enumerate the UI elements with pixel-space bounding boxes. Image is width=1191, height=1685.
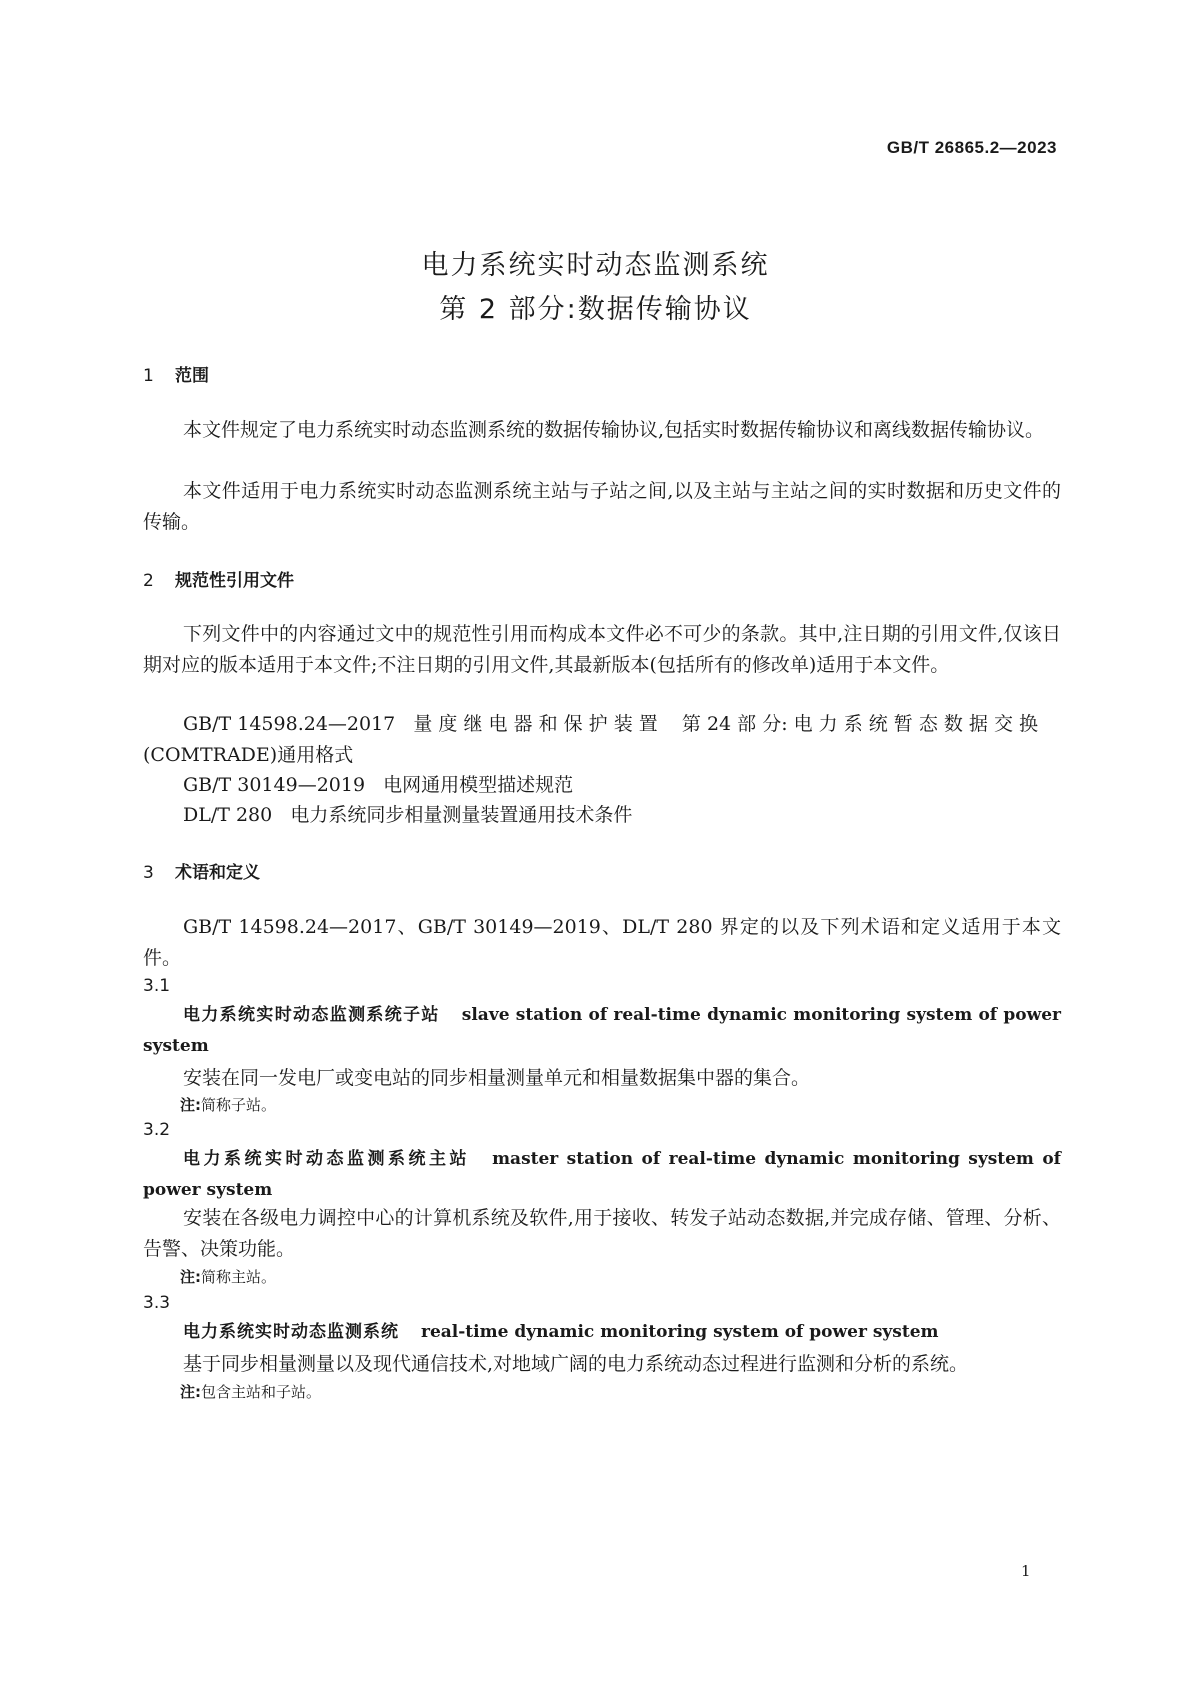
section-2-heading: [143, 566, 294, 591]
note-label: 注:: [180, 1268, 201, 1286]
note-text: 简称主站。: [201, 1268, 277, 1286]
note-label: 注:: [180, 1383, 201, 1401]
term-3-3-title: [143, 1317, 1061, 1348]
term-zh: 电力系统实时动态监测系统主站: [183, 1149, 471, 1169]
term-3-2-title: [143, 1144, 1061, 1206]
page-number: 1: [1021, 1562, 1031, 1580]
term-3-2-note: [180, 1266, 276, 1287]
term-zh: 电力系统实时动态监测系统: [183, 1322, 399, 1342]
term-3-3-definition: 基于同步相量测量以及现代通信技术,对地域广阔的电力系统动态过程进行监测和分析的系统。: [183, 1353, 969, 1375]
note-label: 注:: [180, 1096, 201, 1114]
reference-3: DL/T 280 电力系统同步相量测量装置通用技术条件: [183, 804, 633, 826]
term-3-2-number: 3.2: [143, 1120, 171, 1140]
term-3-1-note: [180, 1094, 276, 1115]
section-1-paragraph-1: 本文件规定了电力系统实时动态监测系统的数据传输协议,包括实时数据传输协议和离线数据传输协议。: [183, 419, 1045, 441]
term-zh: 电力系统实时动态监测系统子站: [183, 1005, 440, 1025]
term-en: master station of real-time dynamic monitoring system of power system: [143, 1149, 1061, 1200]
standard-code: GB/T 26865.2—2023: [886, 138, 1057, 157]
term-3-3-note: [180, 1381, 321, 1402]
term-en: slave station of real-time dynamic monitoring system of power system: [143, 1005, 1062, 1056]
reference-2: GB/T 30149—2019 电网通用模型描述规范: [183, 774, 574, 796]
section-number: 2: [143, 571, 154, 591]
term-en: real-time dynamic monitoring system of power system: [421, 1322, 939, 1342]
reference-1-line-2: (COMTRADE)通用格式: [143, 744, 354, 766]
section-title: 术语和定义: [175, 863, 260, 883]
note-text: 简称子站。: [201, 1096, 277, 1114]
term-3-3-number: 3.3: [143, 1293, 171, 1313]
note-text: 包含主站和子站。: [201, 1383, 322, 1401]
term-3-1-title: [143, 1000, 1061, 1062]
term-3-1-number: 3.1: [143, 976, 171, 996]
reference-1-line-1: GB/T 14598.24—2017 量 度 继 电 器 和 保 护 装 置 第 24 部 分: 电 力 系 统 暂 态 数 据 交 换: [183, 713, 1038, 735]
section-number: 1: [143, 366, 154, 386]
term-3-2-definition: 安装在各级电力调控中心的计算机系统及软件,用于接收、转发子站动态数据,并完成存储、管理、分析、告警、决策功能。: [143, 1207, 1061, 1260]
section-1-heading: [143, 361, 209, 386]
term-3-1-definition: 安装在同一发电厂或变电站的同步相量测量单元和相量数据集中器的集合。: [183, 1067, 811, 1089]
section-title: 规范性引用文件: [175, 571, 294, 591]
section-3-heading: [143, 858, 260, 883]
section-number: 3: [143, 863, 154, 883]
section-1-paragraph-2: 本文件适用于电力系统实时动态监测系统主站与子站之间,以及主站与主站之间的实时数据和历史文件的传输。: [143, 480, 1061, 533]
document-title-line1: 电力系统实时动态监测系统: [421, 250, 770, 281]
section-title: 范围: [175, 366, 209, 386]
document-title-line2: 第 2 部分:数据传输协议: [439, 294, 752, 325]
section-3-paragraph-1: GB/T 14598.24—2017、GB/T 30149—2019、DL/T 280 界定的以及下列术语和定义适用于本文件。: [143, 916, 1061, 969]
section-2-paragraph-1: 下列文件中的内容通过文中的规范性引用而构成本文件必不可少的条款。其中,注日期的引用文件,仅该日期对应的版本适用于本文件;不注日期的引用文件,其最新版本(包括所有的修改单)适用于本文件。: [143, 623, 1061, 676]
